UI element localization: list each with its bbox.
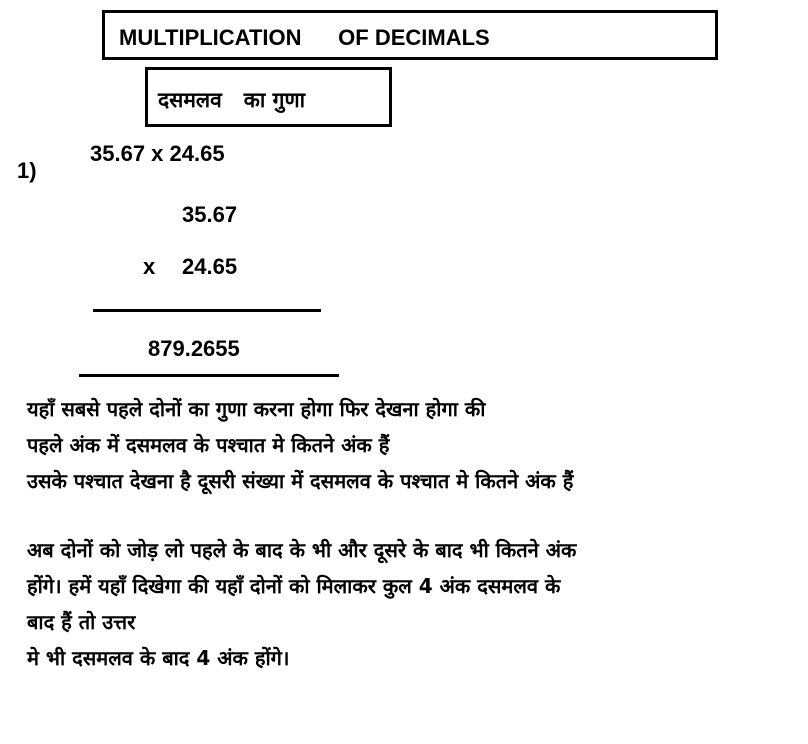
result: 879.2655	[148, 336, 240, 361]
explanation-line: बाद हैं तो उत्तर	[27, 610, 136, 634]
multiplier: 24.65	[182, 254, 238, 279]
calculation-divider-top	[93, 309, 321, 312]
multiply-operator: x	[143, 254, 156, 279]
explanation-line: यहाँ सबसे पहले दोनों का गुणा करना होगा फिर देखना होगा की	[27, 397, 486, 421]
explanation-paragraph-1	[27, 391, 573, 499]
problem-expression: 35.67 x 24.65	[90, 141, 225, 166]
subtitle-box	[145, 67, 392, 127]
page-subtitle: दसमलव का गुणा	[158, 88, 306, 112]
multiplicand: 35.67	[182, 202, 238, 227]
explanation-line: पहले अंक में दसमलव के पश्चात मे कितने अंक हैं	[27, 433, 390, 457]
explanation-line: होंगे। हमें यहाँ दिखेगा की यहाँ दोनों को मिलाकर कुल 4 अंक दसमलव के	[27, 574, 561, 598]
calculation-divider-bottom	[79, 374, 339, 377]
explanation-line: मे भी दसमलव के बाद 4 अंक होंगे।	[27, 646, 290, 670]
explanation-line: उसके पश्चात देखना है दूसरी संख्या में दसमलव के पश्चात मे कितने अंक हैं	[27, 469, 574, 493]
title-box	[102, 10, 718, 60]
explanation-paragraph-2	[27, 532, 576, 676]
page-title: MULTIPLICATION OF DECIMALS	[119, 25, 490, 50]
explanation-line: अब दोनों को जोड़ लो पहले के बाद के भी और दूसरे के बाद भी कितने अंक	[27, 538, 577, 562]
problem-number: 1)	[17, 158, 37, 183]
